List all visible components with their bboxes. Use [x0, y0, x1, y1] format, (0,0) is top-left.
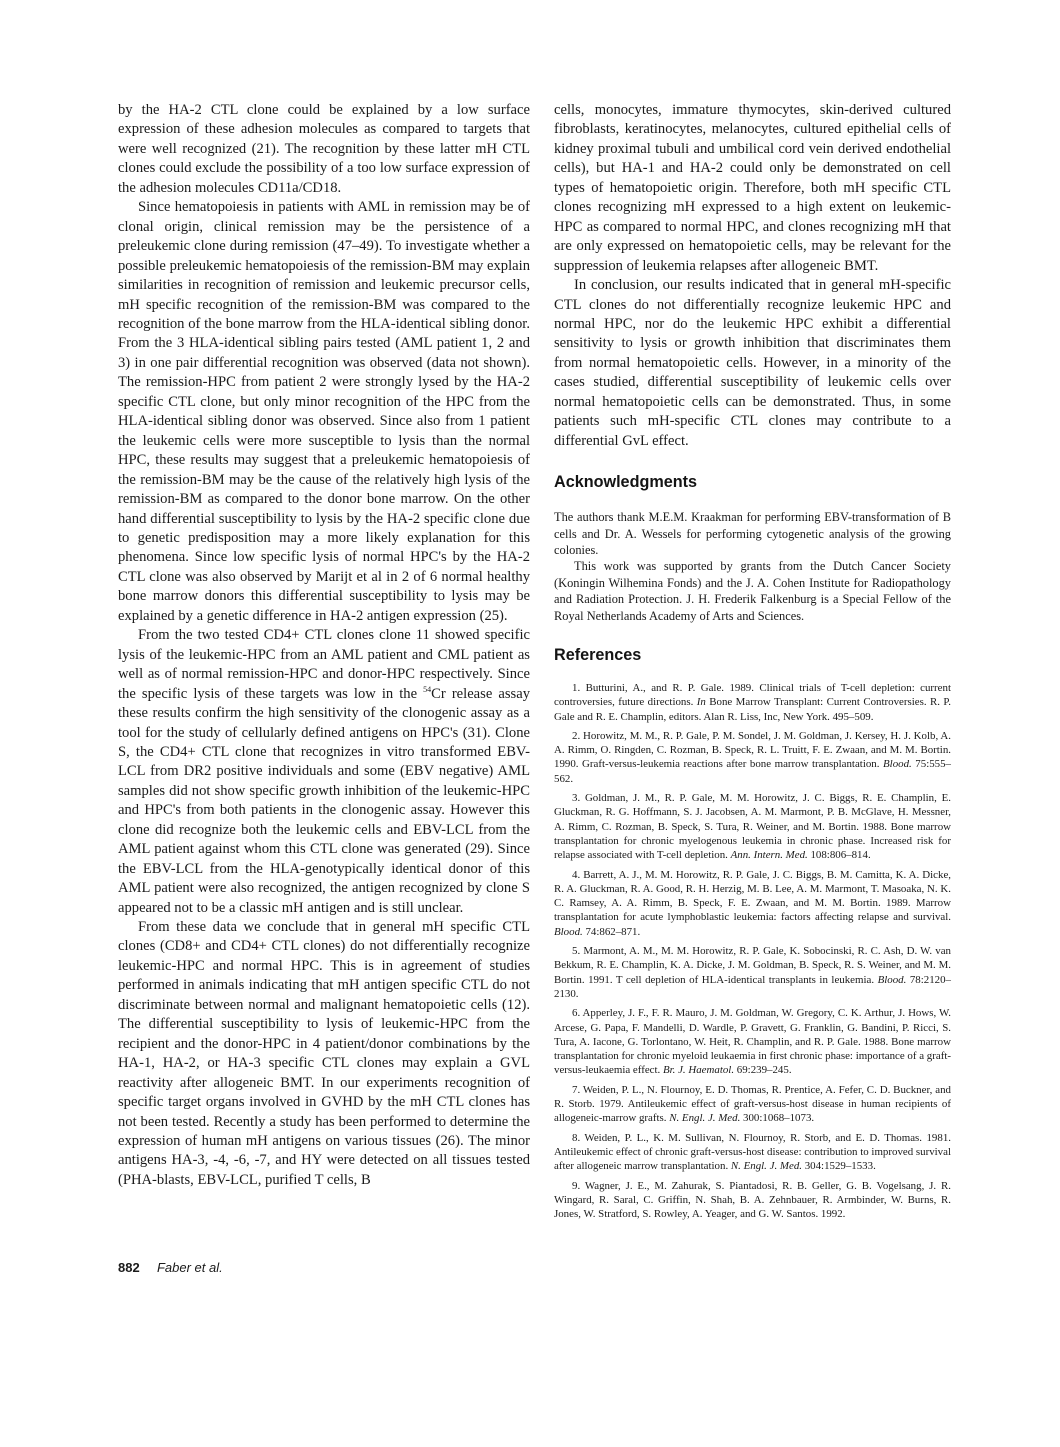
- reference-source: Br. J. Haematol.: [662, 1064, 735, 1077]
- reference-text: 108:806–814.: [807, 849, 871, 862]
- reference-source: Blood.: [883, 758, 912, 771]
- reference-text: 9. Wagner, J. E., M. Zahurak, S. Piantadosi, R. B. Geller, G. B. Vogelsang, J. R. Wingard, R. Saral, C. Griffin, N. Shah, B. A. Zehnbauer, R. Armbinder, W. Burns, R. Jones, W. Stratford, S. Rowley, A. Yeager, and G. W. Santos. 1992.: [554, 1179, 951, 1221]
- reference-text: 69:239–245.: [734, 1064, 792, 1077]
- reference-item: [554, 681, 951, 724]
- reference-source: In: [696, 696, 706, 709]
- paragraph-text: From the two tested CD4+ CTL clones clone 11 showed specific lysis of the leukemic-HPC from an AML patient and CML patient as well as of normal remission-HPC and donor-HPC respectively. Since the specific lysis of these targets was low in the: [118, 627, 530, 702]
- body-paragraph: cells, monocytes, immature thymocytes, skin-derived cultured fibroblasts, keratinocytes, melanocytes, cultured epithelial cells of kidney proximal tubuli and umbilical cord vein derived endothelial cells), but HA-1 and HA-2 could only be demonstrated on cell types of hematopoietic origin. Therefore, both mH specific CTL clones recognizing mH expressed to a high extent on leukemic-HPC as compared to normal HPC, and clones recognizing mH that are only expressed on hematopoietic cells, may be relevant for the suppression of leukemia relapses after allogeneic BMT.: [554, 102, 951, 274]
- acknowledgments-paragraph: This work was supported by grants from the Dutch Cancer Society (Koningin Wilhemina Fonds) and the J. A. Cohen Institute for Radiopathology and Radiation Protection. J. H. Frederik Falkenburg is a Special Fellow of the Royal Netherlands Academy of Arts and Sciences.: [554, 559, 951, 623]
- reference-item: [554, 1131, 951, 1174]
- body-paragraph: In conclusion, our results indicated that in general mH-specific CTL clones do not differentially recognize leukemic HPC and normal HPC, nor do the leukemic HPC exhibit a differential sensitivity to lysis or growth inhibition that discriminates them from normal hematopoietic cells. However, in a minority of the cases studied, differential susceptibility of leukemic cells over normal hematopoietic cells can be demonstrated. Thus, in some patients such mH-specific CTL clones may contribute to a differential GvL effect.: [554, 277, 951, 449]
- reference-text: 75:555–562.: [554, 758, 952, 785]
- reference-item: [554, 1006, 951, 1077]
- reference-item: [554, 1179, 951, 1222]
- page-footer: [118, 1260, 223, 1276]
- left-column: [118, 101, 530, 1190]
- reference-text: 3. Goldman, J. M., R. P. Gale, M. M. Horowitz, J. C. Biggs, R. E. Champlin, E. Gluckman, R. G. Hoffmann, S. J. Jacobsen, A. M. Marmont, P. B. McGlave, H. Messner, A. Rimm, C. Rozman, B. Speck, S. Tura, R. Weiner, and M. Bortin. 1988. Bone marrow transplantation for chronic myelogenous leukemia in chronic phase. Increased risk for relapse associated with T-cell depletion.: [554, 792, 951, 862]
- reference-text: 5. Marmont, A. M., M. M. Horowitz, R. P. Gale, K. Sobocinski, R. C. Ash, D. W. van Bekkum, R. E. Champlin, K. A. Dicke, J. M. Goldman, B. Speck, R. S. Weiner, and M. M. Bortin. 1991. T cell depletion of HLA-identical transplants in leukemia.: [554, 945, 951, 986]
- reference-item: [554, 944, 951, 1001]
- acknowledgments-paragraph: The authors thank M.E.M. Kraakman for performing EBV-transformation of B cells and Dr. A. Wessels for performing cytogenetic analysis of the growing colonies.: [554, 510, 951, 557]
- reference-text: 300:1068–1073.: [740, 1112, 815, 1125]
- reference-text: Bone Marrow Transplant: Current Controversies. R. P. Gale and R. E. Champlin, editors. Alan R. Liss, Inc, New York. 495–509.: [554, 696, 951, 723]
- reference-text: 8. Weiden, P. L., K. M. Sullivan, N. Flournoy, R. Storb, and E. D. Thomas. 1981. Antileukemic effect of chronic graft-versus-host disease: contribution to improved survival after allogeneic marrow transplantation.: [554, 1131, 951, 1173]
- reference-text: 2. Horowitz, M. M., R. P. Gale, P. M. Sondel, J. M. Goldman, J. Kersey, H. J. Kolb, A. A. Rimm, O. Ringden, C. Rozman, B. Speck, R. L. Truitt, F. E. Zwaan, and M. M. Bortin. 1990. Graft-versus-leukemia reactions after bone marrow transplantation.: [554, 729, 951, 771]
- reference-source: N. Engl. J. Med.: [669, 1112, 741, 1125]
- body-paragraph: by the HA-2 CTL clone could be explained by a low surface expression of these adhesion molecules as compared to targets that were well recognized (21). The recognition by these latter mH CTL clones could exclude the possibility of a too low surface expression of the adhesion molecules CD11a/CD18.: [118, 102, 530, 196]
- reference-source: Ann. Intern. Med.: [730, 849, 808, 862]
- references-heading: References: [554, 646, 642, 664]
- reference-text: 78:2120–2130.: [554, 973, 951, 1000]
- reference-text: 304:1529–1533.: [801, 1160, 876, 1173]
- reference-text: 4. Barrett, A. J., M. M. Horowitz, R. P. Gale, J. C. Biggs, B. M. Camitta, K. A. Dicke, R. A. Gluckman, R. A. Good, R. H. Herzig, M. B. Lee, A. M. Marmont, T. Masoaka, N. K. C. Ramsey, A. A. Rimm, B. Speck, F. E. Zwaan, and M. M. Bortin. 1989. Marrow transplantation for acute lymphoblastic leukemia: factors affecting relapse and survival.: [554, 868, 951, 924]
- reference-list: [554, 681, 951, 1221]
- reference-text: 7. Weiden, P. L., N. Flournoy, E. D. Thomas, R. Prentice, A. Fefer, C. D. Buckner, and R. Storb. 1979. Antileukemic effect of graft-versus-host disease in human recipients of allogeneic-marrow grafts.: [554, 1083, 951, 1125]
- paragraph-text: Cr release assay these results confirm the high sensitivity of the clonogenic assay as a tool for the study of cellularly defined antigens on HPC's (31). Clone S, the CD4+ CTL clone that recognizes in vitro transformed EBV-LCL from DR2 positive individuals and some (EBV negative) AML samples did not show specific growth inhibition of the leukemic-HPC and HPC's from both patients in the clonogenic assay. However this clone did recognize both the leukemic cells and EBV-LCL from the AML patient against whom this CTL clone was generated (29). Since the EBV-LCL from the HLA-genotypically identical donor of this AML patient were also recognized, the antigen recognized by clone S appeared not to be a classic mH antigen and is still unclear.: [118, 685, 530, 916]
- reference-item: [554, 791, 951, 862]
- reference-text: 6. Apperley, J. F., F. R. Mauro, J. M. Goldman, W. Gregory, C. K. Arthur, J. Hows, W. Arcese, G. Papa, F. Mandelli, D. Wardle, P. Gravett, G. Franklin, G. Bandini, P. Ricci, S. Tura, A. Iacone, G. Torlontano, W. Heit, R. Champlin, and R. P. Gale. 1988. Bone marrow transplantation for chronic myeloid leukaemia in first chronic phase: importance of a graft-versus-leukaemia effect.: [554, 1007, 951, 1077]
- body-paragraph: From these data we conclude that in general mH specific CTL clones (CD8+ and CD4+ CTL clones) do not differentially recognize leukemic-HPC and normal HPC. This is in agreement of studies performed in animals indicating that mH antigen specific CTL do not discriminate between normal and malignant hematopoietic cells (12). The differential susceptibility to lysis of leukemic-HPC from the recipient and the donor-HPC in 4 patient/donor combinations by the HA-1, HA-2, or HA-3 specific CTL clones may explain a GVL reactivity after allogeneic BMT. In our experiments recognition of specific target organs involved in GVHD by the mH CTL clones has not been tested. Recently a study has been performed to determine the expression of human mH antigens on various tissues (26). The minor antigens HA-3, -4, -6, -7, and HY were detected on all tissues tested (PHA-blasts, EBV-LCL, purified T cells, B: [118, 919, 530, 1188]
- reference-text: 1. Butturini, A., and R. P. Gale. 1989. Clinical trials of T-cell depletion: current controversies, future directions.: [554, 682, 951, 709]
- page-number: 882: [118, 1260, 140, 1275]
- reference-source: N. Engl. J. Med.: [730, 1160, 802, 1173]
- reference-item: [554, 729, 951, 786]
- reference-text: 74:862–871.: [582, 925, 641, 938]
- body-paragraph: Since hematopoiesis in patients with AML in remission may be of clonal origin, clinical remission may be the persistence of a preleukemic clone during remission (47–49). To investigate whether a possible preleukemic hematopoiesis of the remission-BM may explain similarities in recognition of remission and leukemic precursor cells, mH specific recognition of the remission-BM was compared to the recognition of the bone marrow from the HLA-identical sibling donor. From the 3 HLA-identical sibling pairs tested (AML patient 1, 2 and 3) in one pair differential recognition was observed (data not shown). The remission-HPC from patient 2 were strongly lysed by the HA-2 specific CTL clone, but only minor recognition of the HPC from the HLA-identical sibling donor was observed. Since also from 1 patient the leukemic cells were more susceptible to lysis than the normal HPC, these results may suggest that a preleukemic hematopoiesis of the remission-BM may be the cause of the relatively high lysis of the remission-BM as compared to the donor bone marrow. On the other hand differential susceptibility to lysis by the HA-2 specific clone due to genetic predisposition may a more likely explanation for this phenomena. Since low specific lysis of normal HPC's by the HA-2 CTL clone was also observed by Marijt et al in 2 of 6 normal healthy bone marrow donors this differential susceptibility to lysis may be explained by a genetic difference in HA-2 antigen expression (25).: [118, 199, 530, 624]
- acknowledgments-heading: Acknowledgments: [554, 473, 698, 492]
- reference-source: Blood.: [554, 925, 583, 938]
- running-head: Faber et al.: [156, 1260, 223, 1275]
- isotope-superscript: 54: [423, 684, 432, 694]
- right-column: [554, 101, 951, 1226]
- reference-item: [554, 1083, 951, 1126]
- body-paragraph: [118, 626, 530, 918]
- reference-source: Blood.: [877, 973, 907, 986]
- reference-item: [554, 868, 951, 939]
